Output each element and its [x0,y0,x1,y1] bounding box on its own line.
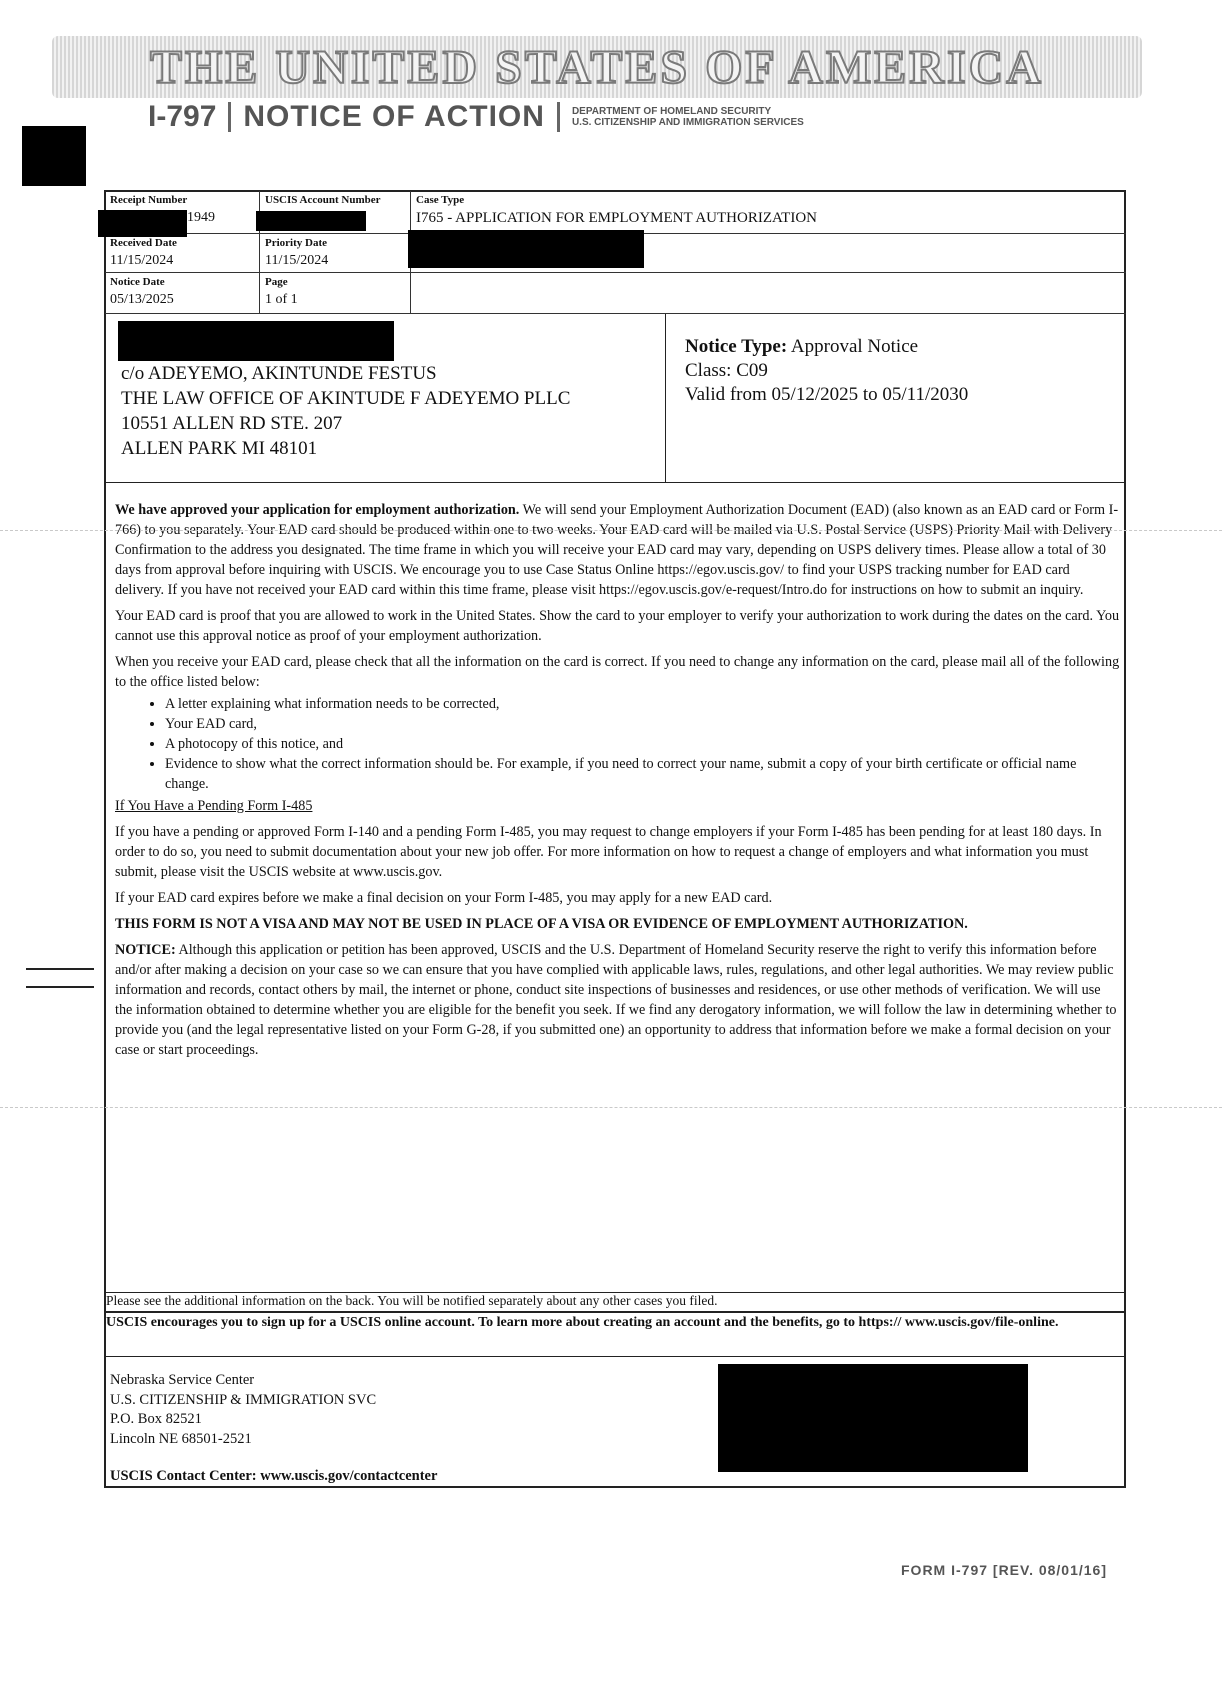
section-heading: If You Have a Pending Form I-485 [115,798,313,814]
paragraph-expiry: If your EAD card expires before we make a final decision on your Form I-485, you may apply for a new EAD card. [115,890,773,906]
corrections-list [115,694,1120,794]
notice-type-value: Approval Notice [790,336,919,357]
header-banner [52,36,1142,98]
section-divider [665,314,666,482]
center-line: Lincoln NE 68501-2521 [110,1430,252,1447]
approval-lead: We have approved your application for employment authorization. [115,502,520,518]
center-line: Nebraska Service Center [110,1372,255,1388]
mailing-address [121,361,570,461]
field-label: Receipt Number [110,194,188,206]
page-cell [260,273,411,314]
footer-divider [105,1356,1126,1357]
redaction-block [118,321,394,361]
paragraph-corrections: When you receive your EAD card, please check that all the information on the card is correct. If you need to change any information on the card, please mail all of the following to the office listed below: [115,654,1120,690]
service-center-address [110,1371,376,1449]
center-line: P.O. Box 82521 [110,1411,202,1427]
margin-mark [26,986,94,988]
margin-mark [26,968,94,970]
case-type-cell [411,191,1126,234]
list-item: • Evidence to show what the correct information should be. For example, if you need to correct your name, submit a copy of your birth certificate or official name change. [165,754,1120,794]
heading-separator [557,102,560,132]
list-item: • A photocopy of this notice, and [165,734,1120,754]
received-date-cell [105,234,260,273]
paragraph-approval [115,500,1120,600]
notice-label: NOTICE: [115,942,176,958]
heading-separator [228,102,231,132]
list-item: • A letter explaining what information needs to be corrected, [165,694,1120,714]
form-heading [148,100,804,134]
visa-warning: THIS FORM IS NOT A VISA AND MAY NOT BE USED IN PLACE OF A VISA OR EVIDENCE OF EMPLOYMENT AUTHORIZATION. [115,916,968,932]
notice-type-label: Notice Type: [685,336,788,357]
redaction-block [408,230,644,268]
approval-text: We will send your Employment Authorization Document (EAD) (also known as an EAD card or Form I-766) to you separately. Your EAD card should be produced within one to two weeks. Your EAD card will be mailed via U.S. Postal Service (USPS) Priority Mail with Delivery Confirmation to the address you designated. The time frame in which you will receive your EAD card may vary, depending on USPS delivery times. Please allow a total of 30 days from approval before inquiring with USCIS. We encourage you to use Case Status Online https://egov.uscis.gov/ to find your USPS tracking number for EAD card delivery. If you have not received your EAD card within this time frame, please visit https://egov.uscis.gov/e-request/Intro.do for instructions on how to submit an inquiry. [115,502,1119,598]
notice-date-cell [105,273,260,314]
field-label: Page [265,276,288,288]
department-name [572,106,804,128]
form-number: I-797 [148,100,217,133]
form-title: NOTICE OF ACTION [243,100,545,133]
dept-line-1: DEPARTMENT OF HOMELAND SECURITY [571,106,772,117]
redaction-block [22,126,86,186]
priority-date-value: 11/15/2024 [265,253,329,268]
online-account-text: USCIS encourages you to sign up for a USCIS online account. To learn more about creating an account and the benefits, go to https:// www.uscis.gov/file-online. [106,1315,1059,1330]
center-line: U.S. CITIZENSHIP & IMMIGRATION SVC [110,1391,377,1408]
case-type-value: I765 - APPLICATION FOR EMPLOYMENT AUTHORIZATION [416,210,817,226]
address-line: THE LAW OFFICE OF AKINTUDE F ADEYEMO PLLC [121,388,571,409]
banner-title: THE UNITED STATES OF AMERICA [150,40,1044,94]
additional-info-text: Please see the additional information on the back. You will be notified separately about any other cases you filed. [106,1293,718,1308]
contact-center-text: USCIS Contact Center: www.uscis.gov/contactcenter [110,1468,438,1484]
paragraph-ead-proof: Your EAD card is proof that you are allowed to work in the United States. Show the card to your employer to verify your authorization to work during the dates on the card. You cannot use this approval notice as proof of your employment authorization. [115,608,1120,644]
dept-line-2: U.S. CITIZENSHIP AND IMMIGRATION SERVICES [571,117,804,128]
field-label: USCIS Account Number [265,194,381,206]
field-label: Received Date [110,237,177,249]
fold-line [0,530,1222,531]
notice-validity: Valid from 05/12/2025 to 05/11/2030 [685,384,969,405]
field-label: Notice Date [110,276,165,288]
notice-body [115,500,1120,1066]
notice-type [685,335,968,359]
address-line: 10551 ALLEN RD STE. 207 [121,413,343,434]
paragraph-i485: If you have a pending or approved Form I-140 and a pending Form I-485, you may request to change employers if your Form I-485 has been pending for at least 180 days. In order to do so, you need to submit documentation about your new job offer. For more information on how to request a change of employers and what information you must submit, please visit the USCIS website at www.uscis.gov. [115,824,1102,880]
empty-cell [411,273,1126,314]
paragraph-notice [115,940,1120,1060]
priority-date-cell [260,234,411,273]
list-item: • Your EAD card, [165,714,1120,734]
section-divider [105,482,1126,483]
address-line: c/o ADEYEMO, AKINTUNDE FESTUS [121,363,437,384]
notice-text: Although this application or petition has been approved, USCIS and the U.S. Department of Homeland Security reserve the right to verify this information before and/or after making a decision on your case so we can ensure that you have complied with applicable laws, rules, regulations, and other legal authorities. We may review public information and records, contact others by mail, the internet or phone, conduct site inspections of businesses and residences, or use other methods of verification. We will use the information obtained to determine whether you are eligible for the benefit you seek. If we find any derogatory information, we will follow the law in determining whether to provide you (and the legal representative listed on your Form G-28, if you submitted one) an opportunity to address that information before we make a formal decision on your case or start proceedings. [115,942,1117,1058]
received-date-value: 11/15/2024 [110,253,174,268]
receipt-number-value: 1949 [187,210,215,225]
page-value: 1 of 1 [265,292,298,307]
field-label: Case Type [416,194,465,206]
redaction-block [718,1364,1028,1472]
redaction-block [98,210,187,237]
notice-class: Class: C09 [685,360,768,381]
field-label: Priority Date [265,237,327,249]
notice-date-value: 05/13/2025 [110,292,174,307]
redaction-block [256,211,366,231]
form-revision: FORM I-797 [REV. 08/01/16] [901,1562,1108,1578]
address-line: ALLEN PARK MI 48101 [121,438,318,459]
fold-line [0,1107,1222,1108]
notice-summary [685,335,968,407]
